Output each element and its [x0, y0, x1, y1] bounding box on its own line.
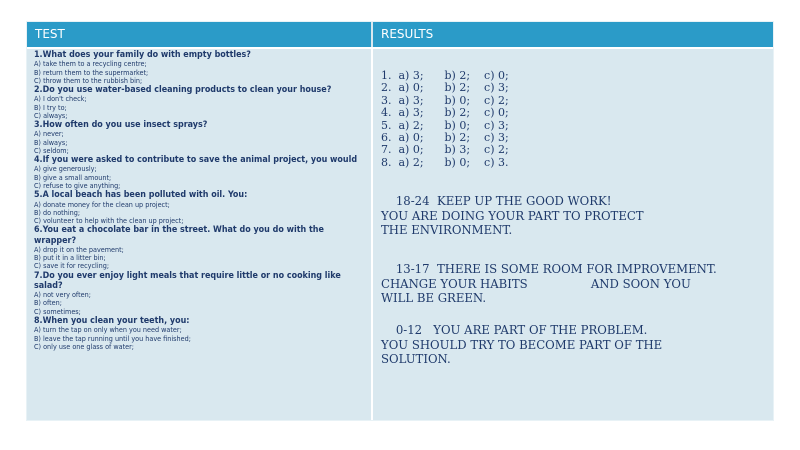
- answer-row: 5. a) 2; b) 0; c) 3;: [381, 118, 509, 132]
- option-text: C) always;: [34, 110, 68, 120]
- option-text: C) refuse to give anything;: [34, 181, 121, 191]
- question-text: 1.What does your family do with empty bottles?: [34, 50, 251, 60]
- result-band-mid: [381, 262, 761, 306]
- answer-row: 2. a) 0; b) 2; c) 3;: [381, 81, 509, 95]
- answer-row: 3. a) 3; b) 0; c) 2;: [381, 93, 509, 107]
- answer-row: 8. a) 2; b) 0; c) 3.: [381, 155, 509, 169]
- option-text: B) do nothing;: [34, 207, 80, 217]
- question-text: 5.A local beach has been polluted with oil. You:: [34, 190, 248, 201]
- answer-row: 1. a) 3; b) 2; c) 0;: [381, 69, 509, 82]
- answer-row: 7. a) 0; b) 3; c) 2;: [381, 143, 509, 157]
- result-line: 18-24 KEEP UP THE GOOD WORK!: [381, 194, 612, 208]
- option-text: C) throw them to the rubbish bin;: [34, 75, 143, 85]
- option-text: C) only use one glass of water;: [34, 341, 134, 351]
- question-block: [34, 271, 368, 316]
- row-divider: [27, 47, 773, 49]
- question-text: 8.When you clean your teeth, you:: [34, 316, 190, 327]
- question-text: 4.If you were asked to contribute to save the animal project, you would: [34, 155, 358, 166]
- result-band-high: [381, 194, 761, 238]
- questions-list: [34, 50, 368, 351]
- option-text: A) turn the tap on only when you need water;: [34, 325, 182, 335]
- option-text: A) drop it on the pavement;: [34, 244, 124, 254]
- header-results: RESULTS: [373, 22, 773, 47]
- question-block: [34, 225, 368, 270]
- question-block: [34, 85, 368, 120]
- answer-key: [381, 70, 509, 169]
- option-text: A) take them to a recycling centre;: [34, 59, 147, 69]
- header-test: TEST: [27, 22, 371, 47]
- option-text: C) save it for recycling;: [34, 261, 109, 271]
- option-text: A) never;: [34, 129, 64, 139]
- option-text: B) leave the tap running until you have finished;: [34, 333, 191, 343]
- option-text: A) I don't check;: [34, 94, 87, 104]
- result-line: YOU SHOULD TRY TO BECOME PART OF THE: [381, 337, 663, 352]
- option-text: B) put it in a litter bin;: [34, 253, 106, 263]
- result-line: CHANGE YOUR HABITS AND SOON YOU: [381, 276, 691, 291]
- option-text: C) seldom;: [34, 145, 69, 155]
- question-block: [34, 120, 368, 155]
- result-line: SOLUTION.: [381, 352, 451, 367]
- question-block: [34, 50, 368, 85]
- question-text: 6.You eat a chocolate bar in the street. What do you do with the wrapper?: [34, 225, 324, 246]
- column-divider: [371, 47, 373, 420]
- question-text: 7.Do you ever enjoy light meals that require little or no cooking like salad?: [34, 270, 341, 291]
- option-text: A) not very often;: [34, 290, 91, 300]
- quiz-table: [26, 21, 774, 421]
- result-line: YOU ARE DOING YOUR PART TO PROTECT: [381, 208, 644, 223]
- result-line: THE ENVIRONMENT.: [381, 223, 513, 238]
- option-text: B) give a small amount;: [34, 172, 112, 182]
- option-text: C) volunteer to help with the clean up project;: [34, 216, 184, 226]
- answer-row: 6. a) 0; b) 2; c) 3;: [381, 131, 509, 145]
- question-block: [34, 190, 368, 225]
- result-line: 0-12 YOU ARE PART OF THE PROBLEM.: [381, 323, 648, 337]
- option-text: C) sometimes;: [34, 306, 81, 316]
- result-line: 13-17 THERE IS SOME ROOM FOR IMPROVEMENT.: [381, 262, 717, 276]
- question-text: 3.How often do you use insect sprays?: [34, 120, 208, 131]
- option-text: B) return them to the supermarket;: [34, 67, 149, 77]
- question-text: 2.Do you use water-based cleaning products to clean your house?: [34, 85, 332, 96]
- result-band-low: [381, 323, 761, 367]
- result-line: WILL BE GREEN.: [381, 291, 487, 306]
- option-text: A) give generously;: [34, 164, 97, 174]
- option-text: A) donate money for the clean up project;: [34, 199, 170, 209]
- option-text: B) often;: [34, 298, 62, 308]
- option-text: B) always;: [34, 137, 68, 147]
- question-block: [34, 316, 368, 351]
- question-block: [34, 155, 368, 190]
- option-text: B) I try to;: [34, 102, 67, 112]
- answer-row: 4. a) 3; b) 2; c) 0;: [381, 106, 509, 120]
